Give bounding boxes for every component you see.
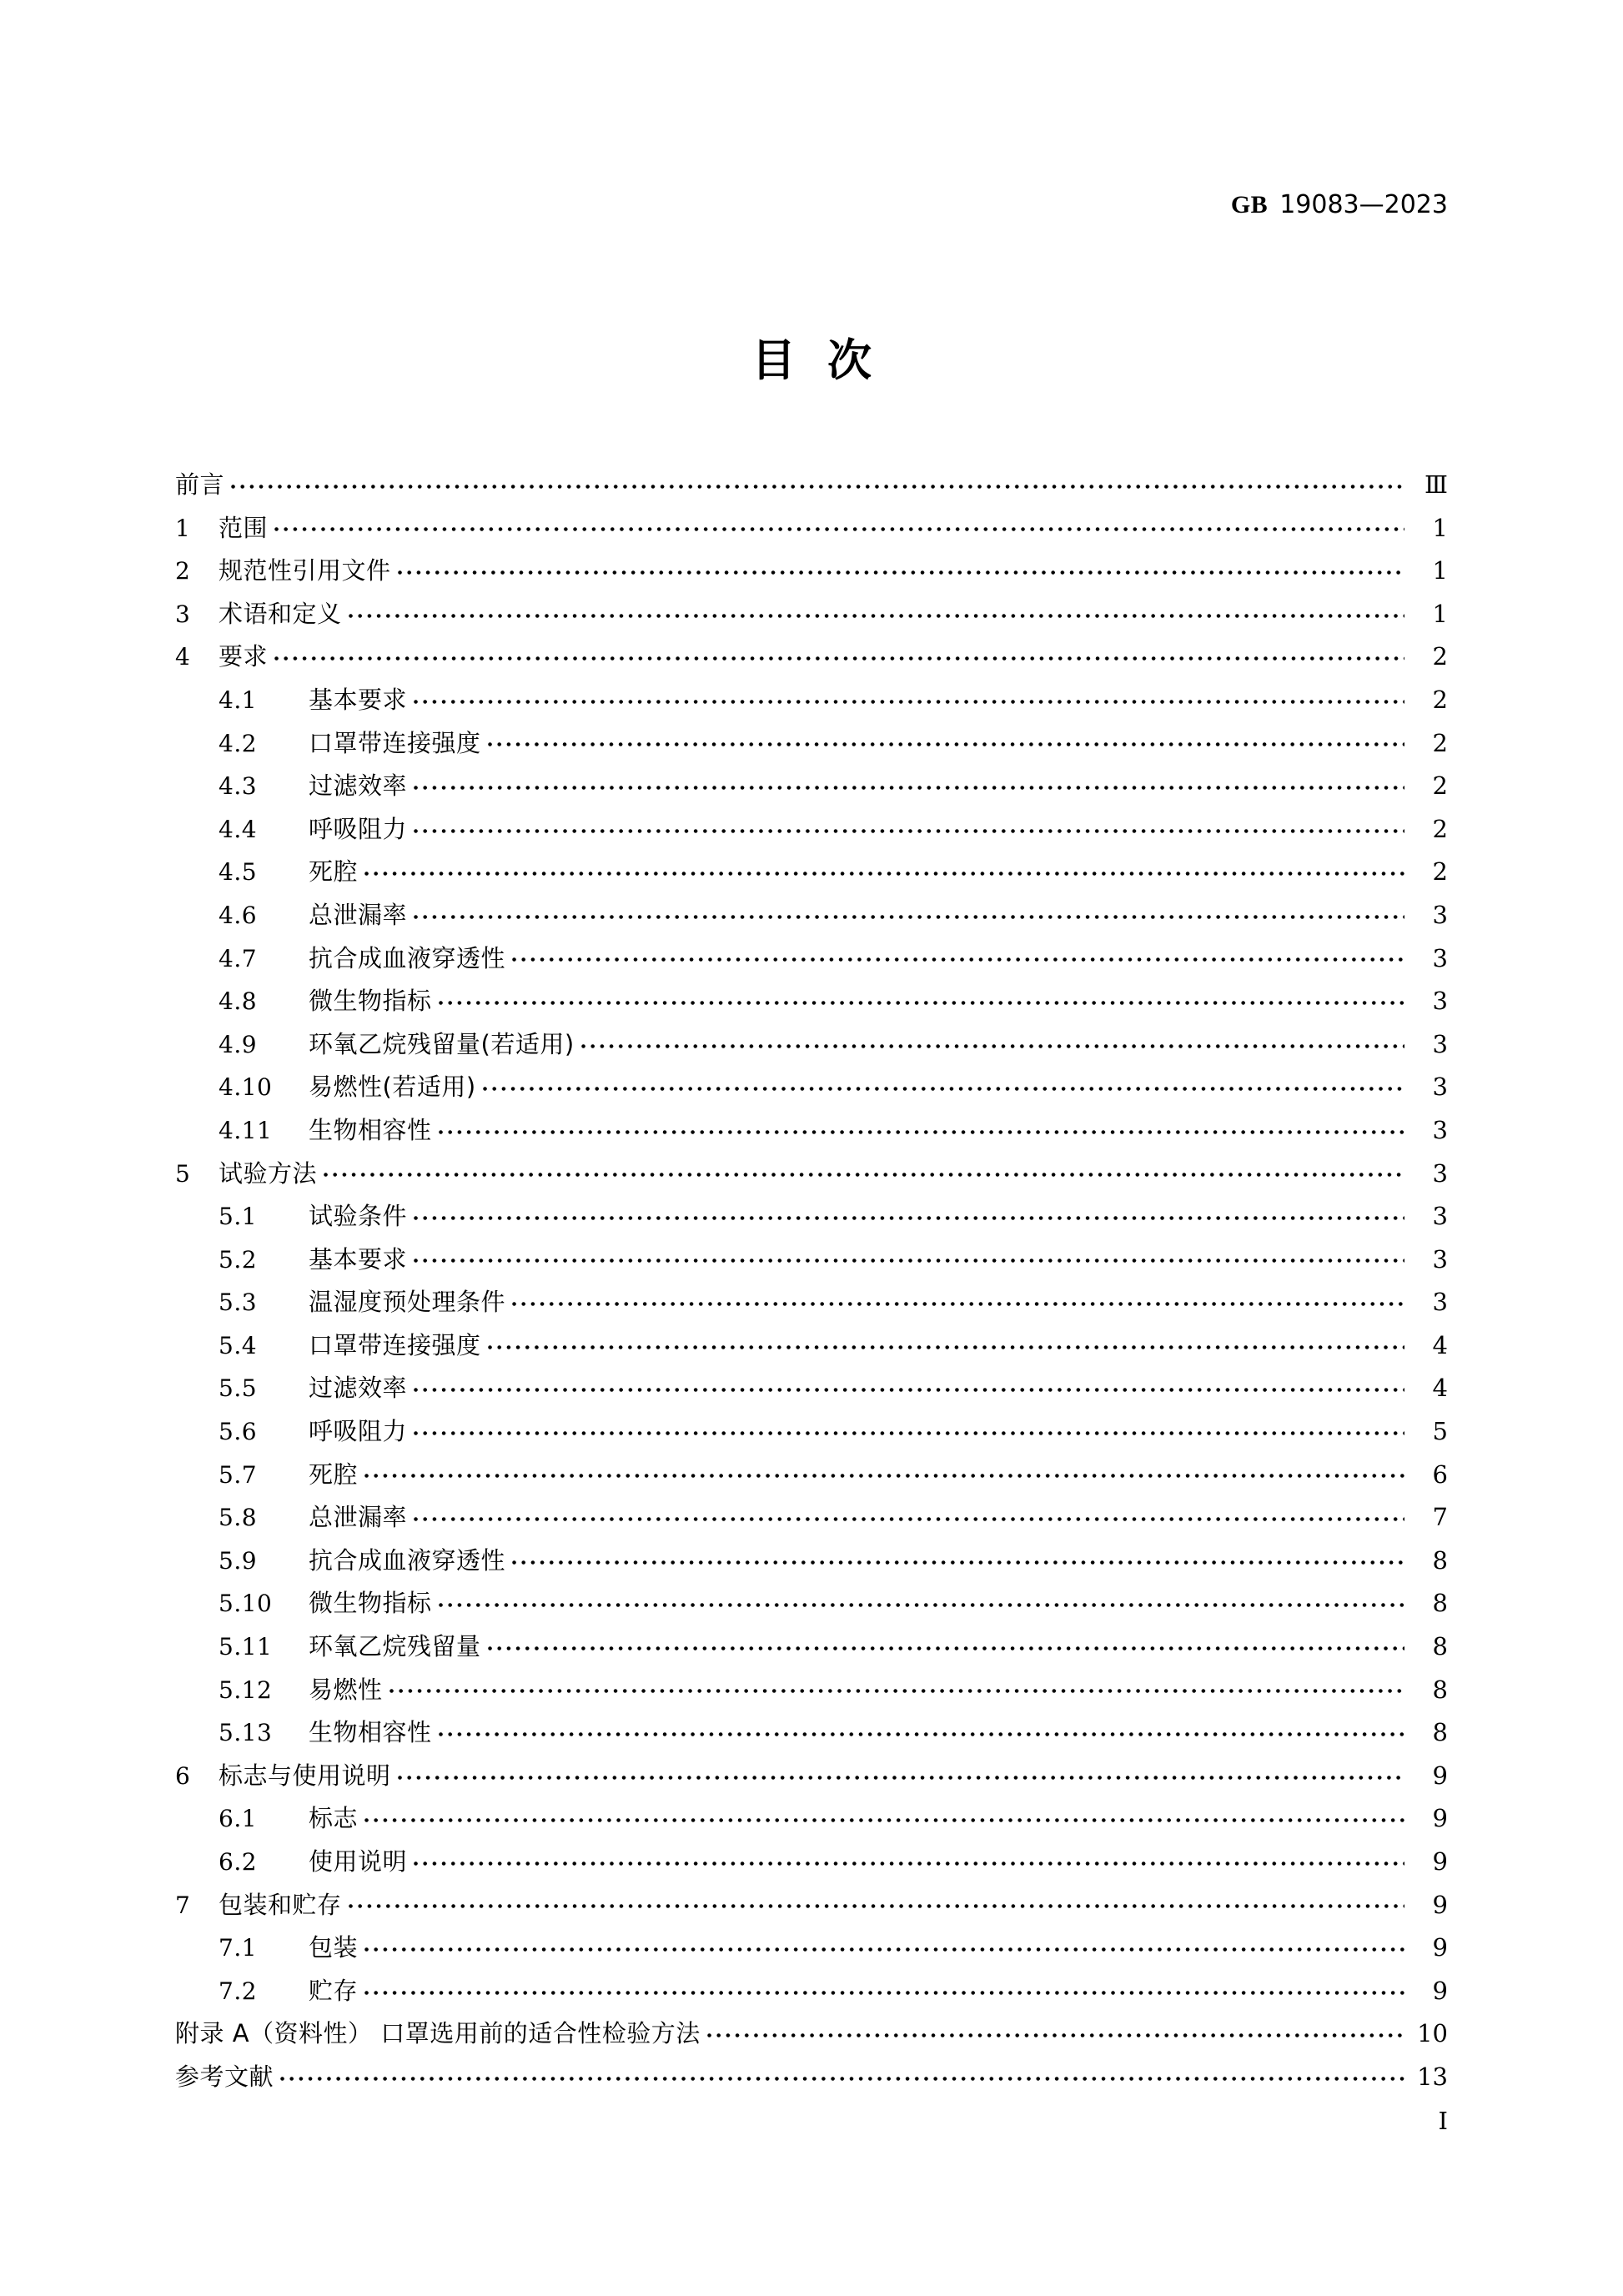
toc-entry[interactable]: [175, 1669, 1448, 1712]
toc-entry-number: 7: [175, 1891, 191, 1919]
toc-entry-title: 贮存: [309, 1976, 359, 2005]
toc-entry[interactable]: [175, 765, 1448, 808]
dot-leader: [389, 1678, 1404, 1702]
page-folio: Ⅰ: [1438, 2107, 1448, 2135]
dot-leader: [349, 1893, 1404, 1917]
toc-entry-page-number: 10: [1417, 2019, 1448, 2048]
dot-leader: [364, 861, 1404, 885]
toc-entry-page-number: 9: [1432, 1847, 1448, 1876]
toc-entry-number: 6.1: [219, 1805, 258, 1833]
toc-entry-page-number: 8: [1432, 1675, 1448, 1704]
dot-leader: [414, 1850, 1404, 1874]
toc-entry-label: [175, 980, 432, 1023]
toc-entry[interactable]: [175, 1066, 1448, 1109]
toc-entry-number: 6: [175, 1761, 191, 1790]
toc-entry-label: [175, 1970, 358, 2013]
toc-entry-number: 5.4: [219, 1331, 258, 1359]
toc-entry-number: 4.10: [219, 1073, 273, 1102]
toc-entry-label: [175, 937, 505, 981]
toc-entry-number: 7.2: [219, 1977, 258, 2005]
toc-entry-title: 死腔: [309, 857, 359, 887]
toc-entry-title: 微生物指标: [309, 987, 432, 1016]
toc-entry-title: 抗合成血液穿透性: [309, 1545, 506, 1575]
toc-entry-label: [175, 1238, 407, 1282]
toc-entry-label: [175, 1669, 383, 1712]
toc-entry[interactable]: [175, 1367, 1448, 1410]
dot-leader: [349, 602, 1404, 626]
dot-leader: [439, 1592, 1404, 1616]
dot-leader: [324, 1162, 1404, 1186]
toc-entry[interactable]: [175, 1109, 1448, 1153]
toc-entry-title: 包装: [309, 1933, 359, 1962]
toc-entry-title: 附录 A（资料性） 口罩选用前的适合性检验方法: [175, 2019, 701, 2048]
toc-entry-number: 5.5: [219, 1374, 258, 1403]
dot-leader: [414, 903, 1404, 927]
toc-entry[interactable]: [175, 1927, 1448, 1970]
dot-leader: [414, 1506, 1404, 1530]
toc-entry-label: [175, 808, 407, 852]
toc-entry-number: 4.4: [219, 815, 258, 843]
dot-leader: [707, 2022, 1404, 2047]
toc-entry-title: 标志与使用说明: [219, 1761, 391, 1790]
toc-entry-number: 4.9: [219, 1030, 258, 1058]
toc-entry-title: 基本要求: [309, 1244, 408, 1274]
toc-entry-title: 生物相容性: [309, 1718, 432, 1747]
toc-entry-label: [175, 636, 268, 679]
dot-leader: [280, 2065, 1404, 2089]
dot-leader: [439, 989, 1404, 1013]
table-of-contents: [175, 464, 1448, 2099]
toc-entry-page-number: 2: [1432, 857, 1448, 887]
dot-leader: [274, 516, 1404, 540]
toc-entry-title: 前言: [175, 470, 225, 499]
toc-entry-number: 5.2: [219, 1245, 258, 1274]
toc-entry-title: 总泄漏率: [309, 1503, 408, 1532]
toc-entry-label: [175, 593, 342, 636]
running-header: [0, 190, 1448, 219]
toc-entry-label: [175, 1927, 358, 1970]
toc-entry-label: [175, 1153, 317, 1196]
dot-leader: [512, 1549, 1404, 1573]
toc-entry[interactable]: [175, 1195, 1448, 1238]
toc-entry-label: [175, 894, 407, 937]
toc-entry-page-number: 8: [1432, 1632, 1448, 1661]
toc-entry-number: 5.9: [219, 1546, 258, 1575]
toc-entry-title: 抗合成血液穿透性: [309, 943, 506, 972]
dot-leader: [364, 1807, 1404, 1831]
toc-entry-title: 呼吸阻力: [309, 1417, 408, 1446]
toc-entry-page-number: 9: [1432, 1933, 1448, 1962]
toc-entry-page-number: 1: [1432, 556, 1448, 585]
toc-entry-label: [175, 507, 268, 550]
toc-entry-page-number: 5: [1432, 1417, 1448, 1446]
toc-entry-page-number: 8: [1432, 1589, 1448, 1618]
toc-entry-title: 范围: [219, 513, 269, 542]
toc-entry-number: 5.1: [219, 1203, 258, 1231]
toc-entry-label: [175, 2056, 274, 2099]
toc-entry-title: 试验方法: [219, 1158, 318, 1188]
dot-leader: [398, 1764, 1404, 1788]
toc-entry[interactable]: [175, 1797, 1448, 1841]
toc-entry-page-number: 2: [1432, 642, 1448, 671]
toc-entry[interactable]: [175, 1582, 1448, 1625]
toc-entry-title: 总泄漏率: [309, 900, 408, 929]
toc-entry[interactable]: [175, 507, 1448, 550]
toc-entry-page-number: 2: [1432, 685, 1448, 714]
toc-entry-title: 生物相容性: [309, 1115, 432, 1144]
toc-entry[interactable]: [175, 1324, 1448, 1368]
toc-entry-number: 4.5: [219, 858, 258, 887]
toc-entry-page-number: 3: [1432, 943, 1448, 972]
dot-leader: [414, 774, 1404, 798]
dot-leader: [439, 1118, 1404, 1143]
toc-entry-label: [175, 2012, 701, 2056]
toc-entry-label: [175, 1582, 432, 1625]
toc-entry-title: 术语和定义: [219, 599, 342, 628]
toc-entry-label: [175, 1410, 407, 1454]
dot-leader: [364, 1979, 1404, 2003]
dot-leader: [488, 1334, 1404, 1358]
toc-entry-label: [175, 1755, 391, 1798]
toc-entry-label: [175, 1324, 481, 1368]
toc-entry-title: 要求: [219, 642, 269, 671]
toc-entry[interactable]: [175, 1625, 1448, 1669]
dot-leader: [364, 1463, 1404, 1487]
toc-entry[interactable]: [175, 1410, 1448, 1454]
toc-entry-page-number: 3: [1432, 900, 1448, 929]
dot-leader: [414, 817, 1404, 842]
toc-entry-number: 5.12: [219, 1676, 273, 1704]
dot-leader: [488, 731, 1404, 756]
toc-entry-page-number: 4: [1432, 1374, 1448, 1403]
toc-entry[interactable]: [175, 550, 1448, 593]
toc-entry-page-number: 1: [1432, 599, 1448, 628]
toc-entry-page-number: 6: [1432, 1459, 1448, 1489]
toc-entry-label: [175, 1367, 407, 1410]
toc-entry-title: 规范性引用文件: [219, 556, 391, 585]
toc-entry-label: [175, 464, 224, 507]
toc-entry-page-number: 3: [1432, 1158, 1448, 1188]
toc-entry-number: 5: [175, 1159, 191, 1188]
toc-entry-title: 温湿度预处理条件: [309, 1288, 506, 1317]
page-title: 目次: [751, 335, 903, 386]
toc-entry[interactable]: [175, 1454, 1448, 1497]
toc-entry-page-number: 9: [1432, 1890, 1448, 1919]
toc-entry-title: 环氧乙烷残留量: [309, 1632, 481, 1661]
toc-entry-page-number: 3: [1432, 1029, 1448, 1058]
toc-entry-page-number: 9: [1432, 1976, 1448, 2005]
toc-entry-title: 基本要求: [309, 685, 408, 714]
dot-leader: [439, 1721, 1404, 1746]
toc-entry-number: 5.6: [219, 1418, 258, 1446]
toc-entry[interactable]: [175, 894, 1448, 937]
toc-entry-number: 5.11: [219, 1633, 273, 1661]
toc-entry-label: [175, 679, 407, 722]
toc-entry-title: 死腔: [309, 1459, 359, 1489]
dot-leader: [398, 559, 1404, 583]
toc-entry-page-number: 1: [1432, 513, 1448, 542]
toc-entry-label: [175, 550, 391, 593]
toc-entry-number: 5.13: [219, 1719, 273, 1747]
toc-entry-label: [175, 851, 358, 894]
toc-entry-number: 3: [175, 600, 191, 628]
dot-leader: [483, 1076, 1404, 1100]
toc-entry-label: [175, 1711, 432, 1755]
toc-entry[interactable]: [175, 2056, 1448, 2099]
toc-entry-number: 6.2: [219, 1848, 258, 1876]
toc-entry-label: [175, 1023, 575, 1067]
toc-entry-title: 过滤效率: [309, 1374, 408, 1403]
toc-entry-title: 呼吸阻力: [309, 814, 408, 843]
dot-leader: [414, 1419, 1404, 1444]
dot-leader: [414, 1248, 1404, 1272]
toc-entry-title: 标志: [309, 1804, 359, 1833]
toc-entry-page-number: 2: [1432, 814, 1448, 843]
toc-entry-label: [175, 1066, 476, 1109]
toc-entry[interactable]: [175, 851, 1448, 894]
dot-leader: [512, 947, 1404, 971]
toc-entry-label: [175, 1195, 407, 1238]
toc-entry[interactable]: [175, 2012, 1448, 2056]
toc-entry[interactable]: [175, 1841, 1448, 1884]
toc-entry-page-number: 2: [1432, 771, 1448, 801]
dot-leader: [414, 1377, 1404, 1401]
toc-entry-title: 易燃性(若适用): [309, 1073, 476, 1102]
toc-entry-number: 5.10: [219, 1590, 273, 1618]
toc-entry-title: 使用说明: [309, 1847, 408, 1876]
toc-entry[interactable]: [175, 1238, 1448, 1282]
toc-entry-number: 7.1: [219, 1934, 258, 1962]
toc-entry[interactable]: [175, 1281, 1448, 1324]
standard-code: GB: [1230, 191, 1269, 219]
toc-entry-number: 4.11: [219, 1116, 273, 1144]
dot-leader: [581, 1032, 1404, 1057]
toc-entry-page-number: 8: [1432, 1545, 1448, 1575]
toc-entry-label: [175, 1496, 407, 1540]
toc-entry-title: 包装和贮存: [219, 1890, 342, 1919]
toc-entry-label: [175, 765, 407, 808]
dot-leader: [488, 1635, 1404, 1659]
toc-entry-title: 环氧乙烷残留量(若适用): [309, 1029, 575, 1058]
toc-entry[interactable]: [175, 1023, 1448, 1067]
toc-entry-page-number: 7: [1432, 1503, 1448, 1532]
toc-entry[interactable]: [175, 464, 1448, 507]
toc-entry[interactable]: [175, 636, 1448, 679]
toc-entry-page-number: 8: [1432, 1718, 1448, 1747]
toc-entry[interactable]: [175, 1970, 1448, 2013]
toc-entry-number: 4: [175, 643, 191, 671]
toc-entry-page-number: 9: [1432, 1804, 1448, 1833]
toc-entry[interactable]: [175, 808, 1448, 852]
toc-entry-label: [175, 1797, 358, 1841]
dot-leader: [364, 1936, 1404, 1960]
toc-entry[interactable]: [175, 1153, 1448, 1196]
toc-entry-label: [175, 1454, 358, 1497]
standard-number: 19083—2023: [1279, 190, 1448, 219]
toc-entry-number: 5.7: [219, 1460, 258, 1489]
dot-leader: [512, 1291, 1404, 1315]
toc-entry[interactable]: [175, 980, 1448, 1023]
dot-leader: [414, 688, 1404, 712]
dot-leader: [231, 473, 1404, 497]
toc-entry-page-number: 13: [1417, 2062, 1448, 2091]
toc-entry[interactable]: [175, 937, 1448, 981]
toc-entry-number: 4.3: [219, 772, 258, 801]
toc-entry-page-number: 3: [1432, 987, 1448, 1016]
toc-entry-page-number: Ⅲ: [1425, 470, 1448, 499]
toc-entry-title: 口罩带连接强度: [309, 1330, 481, 1359]
toc-entry-number: 2: [175, 557, 191, 585]
toc-entry-number: 4.7: [219, 944, 258, 972]
toc-entry[interactable]: [175, 679, 1448, 722]
toc-entry-number: 5.8: [219, 1504, 258, 1532]
toc-entry[interactable]: [175, 1755, 1448, 1798]
toc-entry-label: [175, 722, 481, 766]
toc-entry[interactable]: [175, 1711, 1448, 1755]
toc-entry-title: 口罩带连接强度: [309, 728, 481, 757]
toc-entry[interactable]: [175, 1496, 1448, 1540]
toc-entry-label: [175, 1884, 342, 1927]
dot-leader: [414, 1204, 1404, 1228]
toc-entry-page-number: 3: [1432, 1244, 1448, 1274]
toc-entry[interactable]: [175, 1540, 1448, 1583]
toc-entry-label: [175, 1540, 505, 1583]
toc-entry[interactable]: [175, 593, 1448, 636]
toc-entry-title: 过滤效率: [309, 771, 408, 801]
toc-entry-number: 4.2: [219, 729, 258, 757]
toc-entry-label: [175, 1281, 505, 1324]
toc-entry-page-number: 3: [1432, 1115, 1448, 1144]
toc-entry-title: 微生物指标: [309, 1589, 432, 1618]
toc-entry-page-number: 4: [1432, 1330, 1448, 1359]
toc-entry-page-number: 2: [1432, 728, 1448, 757]
toc-entry[interactable]: [175, 722, 1448, 766]
toc-entry-title: 参考文献: [175, 2062, 274, 2091]
toc-entry-title: 试验条件: [309, 1202, 408, 1231]
dot-leader: [274, 646, 1404, 670]
toc-entry-label: [175, 1625, 481, 1669]
toc-entry-number: 4.8: [219, 987, 258, 1016]
toc-entry-title: 易燃性: [309, 1675, 383, 1704]
toc-entry-number: 4.6: [219, 901, 258, 929]
toc-entry-page-number: 3: [1432, 1288, 1448, 1317]
toc-entry-number: 4.1: [219, 686, 258, 714]
toc-entry-label: [175, 1841, 407, 1884]
toc-entry-page-number: 3: [1432, 1202, 1448, 1231]
toc-entry-number: 1: [175, 514, 191, 542]
toc-entry-label: [175, 1109, 432, 1153]
toc-entry-page-number: 3: [1432, 1073, 1448, 1102]
toc-entry-number: 5.3: [219, 1289, 258, 1317]
toc-entry[interactable]: [175, 1884, 1448, 1927]
toc-entry-page-number: 9: [1432, 1761, 1448, 1790]
